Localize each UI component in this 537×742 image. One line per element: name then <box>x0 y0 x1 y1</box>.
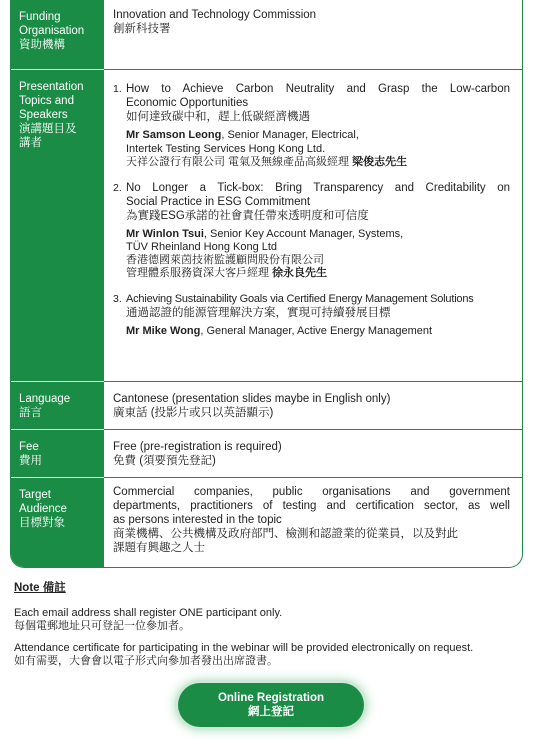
audience-label-en-1: Target <box>19 489 51 501</box>
audience-value-en-line: Commercial companies, public organisations and government <box>113 486 510 498</box>
topic-item <box>113 82 510 169</box>
notes-section <box>14 582 524 677</box>
topics-value <box>104 70 522 382</box>
note-text-en: Attendance certificate for participating in the webinar will be provided electronically on request. <box>14 642 474 654</box>
language-label-zh: 語言 <box>19 407 42 419</box>
topics-label-zh-1: 演講題目及 <box>19 123 77 135</box>
funding-value <box>104 0 522 70</box>
audience-label-zh: 目標對象 <box>19 517 65 529</box>
topics-label-en-3: Speakers <box>19 109 68 121</box>
topic-title-zh: 為實踐ESG承諾的社會責任帶來透明度和可信度 <box>126 209 369 222</box>
funding-label <box>11 0 104 70</box>
language-value-en: Cantonese (presentation slides maybe in English only) <box>113 393 391 405</box>
audience-label-en-2: Audience <box>19 503 67 515</box>
speaker-name: Mr Winlon Tsui <box>126 227 204 240</box>
fee-label <box>11 430 104 478</box>
speaker-line <box>126 129 510 143</box>
speaker-role: , Senior Key Account Manager, Systems, <box>203 227 404 240</box>
speaker-zh-name: 徐永良先生 <box>272 267 328 279</box>
speaker-zh-name: 梁俊志先生 <box>352 155 408 168</box>
note-heading: Note 備註 <box>14 582 66 594</box>
language-label-en: Language <box>19 393 71 405</box>
audience-value <box>104 478 522 567</box>
fee-label-zh: 費用 <box>19 455 42 467</box>
speaker-name: Mr Mike Wong <box>126 325 201 337</box>
topics-label-zh-2: 講者 <box>19 137 42 149</box>
funding-label-en-2: Organisation <box>19 25 85 37</box>
topic-title-line: No Longer a Tick-box: Bring Transparency and Creditability on <box>126 181 510 194</box>
register-button-label-en: Online Registration <box>217 692 325 704</box>
topic-title-line: Economic Opportunities <box>126 97 249 109</box>
audience-value-en-line: as persons interested in the topic <box>113 514 282 526</box>
speaker-role: , Senior Manager, Electrical, <box>221 129 359 141</box>
funding-label-en-1: Funding <box>19 11 61 23</box>
register-button-label-zh: 網上登記 <box>248 706 294 718</box>
topic-title-zh: 如何達致碳中和，趕上低碳經濟機遇 <box>126 111 310 123</box>
note-item <box>14 607 524 633</box>
topic-title-line: Achieving Sustainability Goals via Certified Energy Management Solutions <box>126 293 474 305</box>
funding-label-zh: 資助機構 <box>19 39 65 51</box>
speaker-company: Intertek Testing Services Hong Kong Ltd. <box>126 142 326 155</box>
topic-number: 1. <box>113 83 122 95</box>
topic-title-zh: 通過認證的能源管理解決方案，實現可持續發展目標 <box>126 307 391 319</box>
funding-value-en: Innovation and Technology Commission <box>113 9 317 21</box>
topic-item <box>113 292 510 339</box>
online-registration-button[interactable] <box>178 683 364 727</box>
language-value-zh: 廣東話 (投影片或只以英語顯示) <box>113 407 274 419</box>
note-text-en: Each email address shall register ONE participant only. <box>14 607 283 619</box>
audience-value-en-line: departments, practitioners of testing and certification sector, as well <box>113 500 510 512</box>
audience-label <box>11 478 104 567</box>
fee-label-en: Fee <box>19 441 39 453</box>
note-item <box>14 642 524 668</box>
language-label <box>11 382 104 430</box>
speaker-zh-line <box>126 156 510 169</box>
speaker-zh-title: 天祥公證行有限公司 電氣及無線產品高級經理 <box>126 155 350 168</box>
topic-number: 2. <box>113 181 122 194</box>
audience-value-zh-line: 課題有興趣之人士 <box>113 542 205 554</box>
speaker-name: Mr Samson Leong <box>126 129 222 141</box>
speaker-zh-title: 管理體系服務資深大客戶經理 <box>126 267 269 279</box>
language-value <box>104 382 522 430</box>
topics-label <box>11 70 104 382</box>
topics-label-en-1: Presentation <box>19 81 84 93</box>
speaker-zh-line <box>126 267 510 280</box>
speaker-line <box>126 325 510 339</box>
speaker-company: TÜV Rheinland Hong Kong Ltd <box>126 241 278 253</box>
audience-value-zh-line: 商業機構、公共機構及政府部門、檢測和認證業的從業員，以及對此 <box>113 528 458 540</box>
speaker-role: , General Manager, Active Energy Management <box>200 325 433 337</box>
topic-item <box>113 181 510 281</box>
note-text-zh: 每個電郵地址只可登記一位參加者。 <box>14 620 190 632</box>
topics-label-en-2: Topics and <box>19 95 74 107</box>
funding-value-zh: 創新科技署 <box>113 23 171 35</box>
topic-title-line: How to Achieve Carbon Neutrality and Grasp the Low-carbon <box>126 83 510 95</box>
note-text-zh: 如有需要，大會會以電子形式向參加者發出出席證書。 <box>14 655 278 667</box>
event-info-table <box>10 0 523 568</box>
speaker-line <box>126 228 510 242</box>
speaker-company-zh: 香港德國萊茵技術監護顧問股份有限公司 <box>126 254 324 266</box>
topic-title-line: Social Practice in ESG Commitment <box>126 195 311 208</box>
fee-value-zh: 免費 (須要預先登記) <box>113 455 216 467</box>
topic-number: 3. <box>113 293 122 305</box>
fee-value-en: Free (pre-registration is required) <box>113 441 282 453</box>
fee-value <box>104 430 522 478</box>
